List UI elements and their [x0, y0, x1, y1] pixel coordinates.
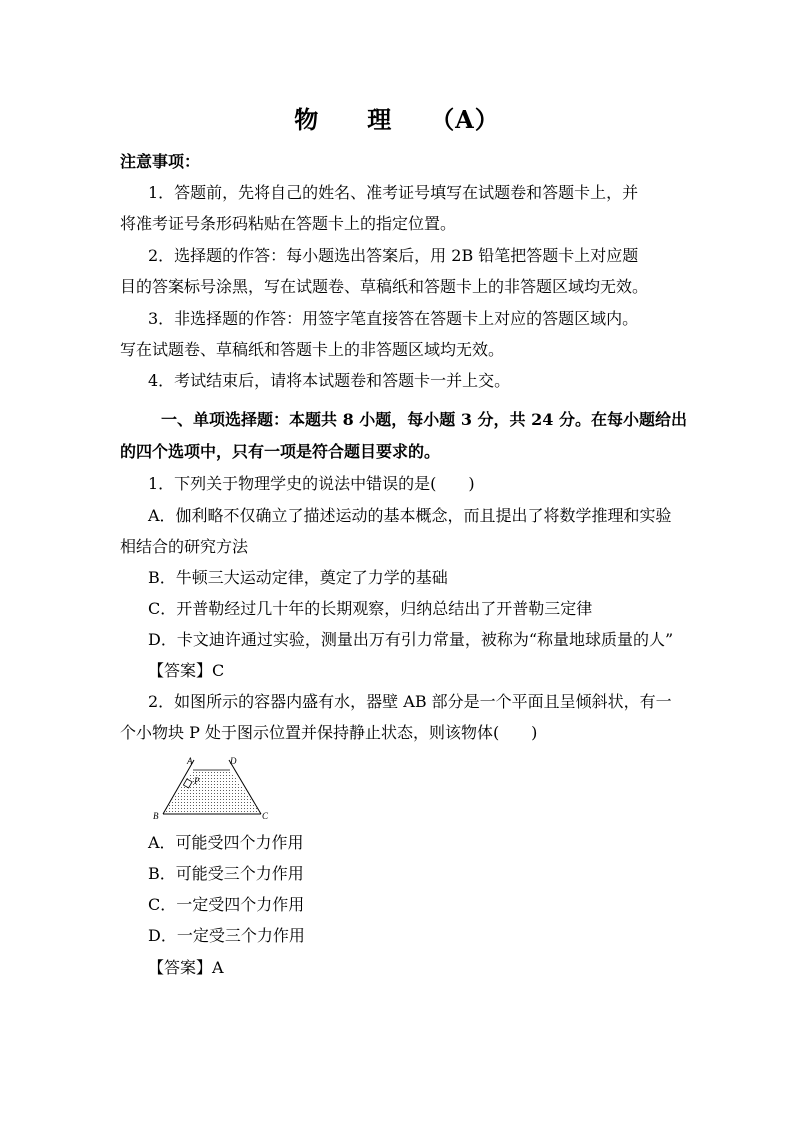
container-figure — [150, 756, 275, 820]
question-1-option-a-line-2: 相结合的研究方法 — [120, 537, 249, 556]
title-part-3: （A） — [430, 105, 500, 134]
question-2-option-a: A．可能受四个力作用 — [148, 833, 304, 852]
notice-item-2-line-1: 2．选择题的作答：每小题选出答案后，用 2B 铅笔把答题卡上对应题 — [148, 246, 639, 265]
water-region — [163, 770, 261, 814]
question-1-option-d: D．卡文迪许通过实验，测量出万有引力常量，被称为“称量地球质量的人” — [148, 630, 674, 649]
question-2-option-d: D．一定受三个力作用 — [148, 926, 305, 945]
notice-item-3-line-2: 写在试题卷、草稿纸和答题卡上的非答题区域均无效。 — [120, 340, 505, 359]
label-d: D — [230, 756, 237, 766]
page-title — [0, 100, 794, 135]
label-c: C — [262, 811, 269, 820]
question-2-option-c: C．一定受四个力作用 — [148, 895, 305, 914]
answer-label: 【答案】 — [148, 661, 213, 680]
notice-item-1-line-2: 将准考证号条形码粘贴在答题卡上的指定位置。 — [120, 214, 457, 233]
label-b: B — [153, 811, 159, 820]
question-1-option-c: C．开普勒经过几十年的长期观察，归纳总结出了开普勒三定律 — [148, 599, 593, 618]
notice-heading: 注意事项： — [120, 152, 201, 171]
label-p: P — [194, 776, 200, 786]
question-2-option-b: B．可能受三个力作用 — [148, 864, 304, 883]
question-2-answer — [148, 958, 708, 978]
question-2-stem-line-1: 2．如图所示的容器内盛有水，器壁 AB 部分是一个平面且呈倾斜状，有一 — [148, 692, 672, 711]
title-part-1: 物 — [294, 105, 320, 134]
notice-item-2-line-2: 目的答案标号涂黑，写在试题卷、草稿纸和答题卡上的非答题区域均无效。 — [120, 277, 649, 296]
question-2-stem-line-2: 个小物块 P 处于图示位置并保持静止状态，则该物体( ) — [120, 723, 538, 742]
answer-value: C — [212, 661, 225, 680]
question-1-option-b: B．牛顿三大运动定律，奠定了力学的基础 — [148, 568, 448, 587]
label-a: A — [187, 756, 193, 766]
question-1-option-a-line-1: A．伽利略不仅确立了描述运动的基本概念，而且提出了将数学推理和实验 — [148, 506, 672, 525]
notice-item-4: 4．考试结束后，请将本试题卷和答题卡一并上交。 — [148, 371, 511, 390]
section-1-heading-line-1: 一、单项选择题：本题共 8 小题，每小题 3 分，共 24 分。在每小题给出 — [161, 410, 687, 429]
section-1-heading-line-2: 的四个选项中，只有一项是符合题目要求的。 — [120, 442, 441, 461]
notice-item-1-line-1: 1．答题前，先将自己的姓名、准考证号填写在试题卷和答题卡上，并 — [148, 183, 639, 202]
question-1-stem: 1．下列关于物理学史的说法中错误的是( ) — [148, 474, 475, 493]
answer-value: A — [212, 958, 224, 977]
notice-item-3-line-1: 3．非选择题的作答：用签字笔直接答在答题卡上对应的答题区域内。 — [148, 309, 639, 328]
title-part-2: 理 — [367, 105, 393, 134]
question-1-answer — [148, 661, 708, 681]
answer-label: 【答案】 — [148, 958, 213, 977]
